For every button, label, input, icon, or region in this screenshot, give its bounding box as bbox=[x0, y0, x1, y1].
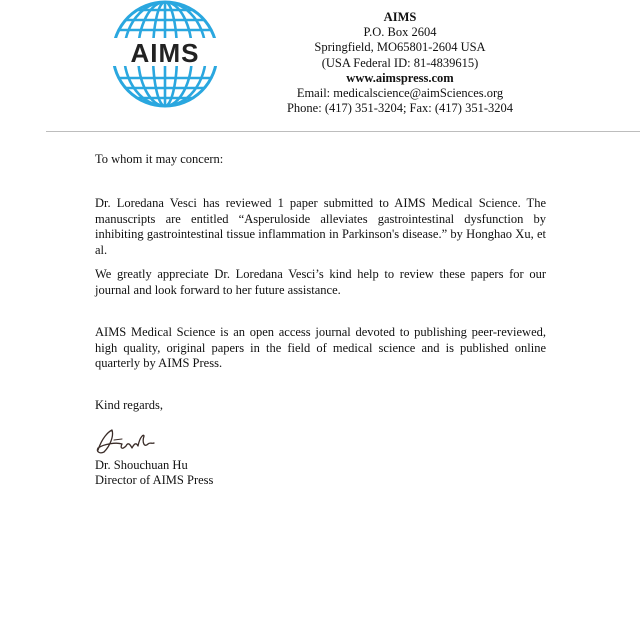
handwritten-signature bbox=[92, 426, 158, 456]
federal-id: (USA Federal ID: 81-4839615) bbox=[321, 55, 479, 70]
paragraph-review: Dr. Loredana Vesci has reviewed 1 paper submitted to AIMS Medical Science. The manuscripts are entitled “Asperuloside alleviates gastrointestinal dysfunction by inhibiting gastrointestinal tissue inflammation in Parkinson's disease.” by Honghao Xu, et al. bbox=[95, 196, 546, 257]
phone-line: Phone: (417) 351-3204; Fax: (417) 351-3204 bbox=[286, 101, 514, 116]
closing: Kind regards, bbox=[95, 398, 164, 412]
header-divider bbox=[46, 131, 640, 132]
po-box: P.O. Box 2604 bbox=[363, 25, 437, 40]
paragraph-journal-info: AIMS Medical Science is an open access journal devoted to publishing peer-reviewed, high quality, original papers in the field of medical science and is published online quarterly by AIMS Press. bbox=[95, 325, 546, 371]
signer-name: Dr. Shouchuan Hu bbox=[95, 458, 188, 472]
email-line[interactable]: Email: medicalscience@aimSciences.org bbox=[296, 86, 504, 101]
salutation: To whom it may concern: bbox=[95, 152, 224, 166]
city-line: Springfield, MO65801-2604 USA bbox=[314, 40, 486, 55]
paragraph-appreciation: We greatly appreciate Dr. Loredana Vesci’s kind help to review these papers for our journal and look forward to her future assistance. bbox=[95, 267, 546, 297]
signer-title: Director of AIMS Press bbox=[95, 473, 214, 487]
website-link[interactable]: www.aimspress.com bbox=[346, 70, 454, 85]
aims-globe-logo bbox=[108, 0, 222, 108]
letterhead-address bbox=[268, 10, 532, 116]
org-name: AIMS bbox=[383, 10, 417, 24]
logo-text: AIMS bbox=[130, 38, 200, 68]
